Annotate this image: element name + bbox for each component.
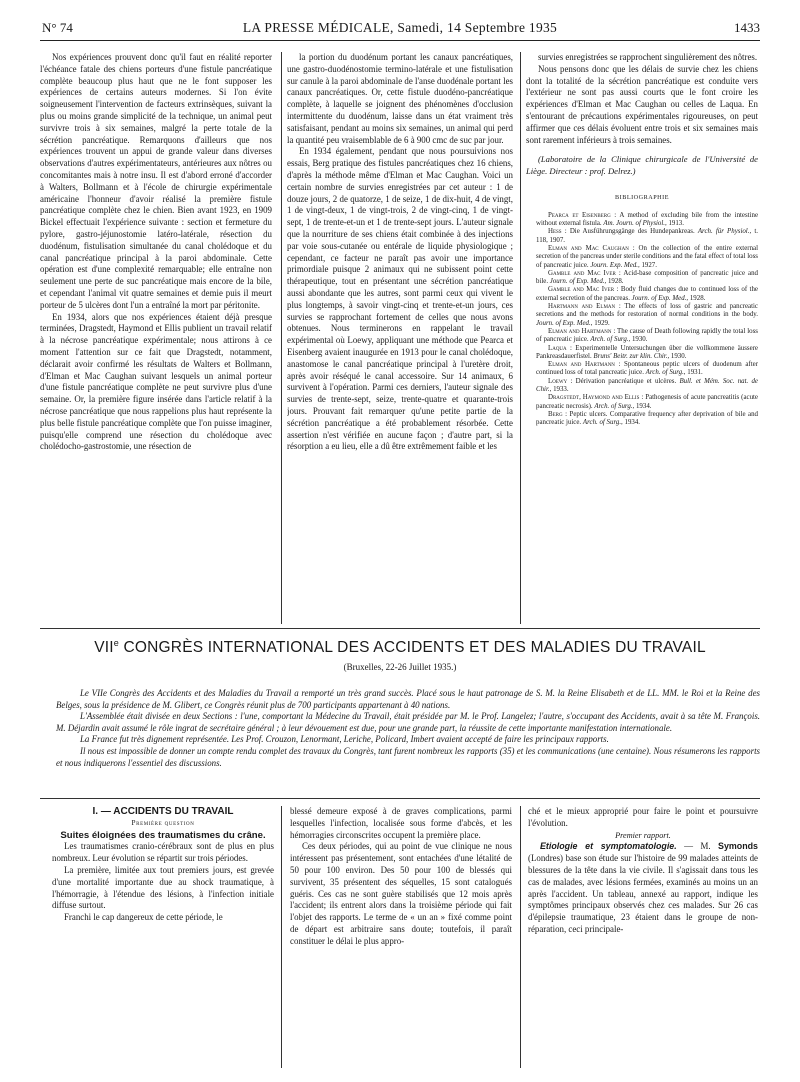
- header-rule: [40, 40, 760, 41]
- bibliography-journal: Journ. of Exp. Med.,: [549, 278, 607, 286]
- column-rule: [281, 52, 282, 624]
- bottom-column-1: [52, 806, 274, 1068]
- bibliography-text: Peptic ulcers. Comparative frequency after deprivation of bile and pancreatic juice.: [536, 410, 758, 427]
- paragraph: la portion du duodénum portant les canaux pancréatiques, une gastro-duodénostomie terminо-latérale et une fistulisation sur canule à la paroi abdominale de l'anse duodénale portant les canaux pancréatiques. Or, cette fistule duodéno-pancréatique complète, à laquelle se joignent des phénomènes d'occlusion intermittente du duodénum, laisse dans un état vraiment très satisfaisant, pendant au moins six semaines, un animal qui perd la quantité peu vraisemblable de 6 à 900 cmc de suc par jour.: [287, 52, 513, 145]
- bibliography-text: Die Ausführungsgänge des Hundepankreas.: [569, 228, 695, 236]
- bibliography-author: Laqua :: [548, 344, 572, 352]
- section-rule: [40, 798, 760, 799]
- issue-number: N° 74: [42, 20, 73, 35]
- intro-paragraph: L'Assemblée était divisée en deux Sections : l'une, comportant la Médecine du Travail, était présidée par M. le Prof. Langelez; l'autre, s'occupant des Accidents, avait à sa tête M. François. M. Déjardin avait assumé le rôle ingrat de secrétaire général ; à leur dévouement est due, pour une grande part, la réussite de cette importante manifestation internationale.: [56, 711, 760, 733]
- bibliography-text: The cause of Death following rapidly the total loss of pancreatic juice.: [536, 327, 758, 344]
- bibliography-journal: Bull. et Mém. Soc. nat. de Chir.,: [536, 377, 758, 393]
- bibliography-entry: [526, 361, 758, 378]
- bibliography-ref: 1928.: [607, 278, 624, 286]
- bibliography-author: Elman and Hartmann :: [548, 327, 616, 335]
- column-rule: [281, 806, 282, 1068]
- paragraph: Nos expériences prouvent donc qu'il faut en réalité reporter l'échéance fatale des chiens porteurs d'une fistule pancréatique complète beaucoup plus haut que ne le font supposer les expériences de certains auteurs modernes. Si l'on évite soigneusement l'intervention de facteurs extrinsèques, suivant la plus ou moins grande simplicité de la technique, un animal peut survivre trois à six semaines, malgré la perte totale de la sécrétion pancréatique. Remarquons d'ailleurs que nos expériences trouvent un appui de grande valeur dans diverses observations d'autres expérimentateurs, antérieures aux nôtres ou concomitantes mais à notre insu. Il est d'abord erroné d'accorder à Walters, Bollmann et à l'école de chirurgie expérimentale américaine l'honneur d'avoir réalisé la première fistule pancréatique complète chez le chien. Bien avant 1923, en 1909 Bickel effectuait l'expérience suivante : section et fermeture du pylore, gastro-jéjunostomie latéro-latérale, résection du duodénum, fistulisation simultanée du canal cholédoque et du canal pancréatique principal à la paroi abdominale. Cette opération est d'une complexité remarquable; elle entraîne non seulement une perte de suc pancréatique mais encore de la bile, et cependant l'animal vit quatre semaines et demie puis il meurt porteur de 5 ulcères dont l'un a entraîné la mort par péritonite.: [40, 52, 272, 310]
- bibliography-author: Loewy :: [548, 377, 573, 385]
- bibliography-entry: [526, 286, 758, 303]
- congress-title-text: CONGRÈS INTERNATIONAL DES ACCIDENTS ET DES MALADIES DU TRAVAIL: [123, 639, 706, 657]
- bibliography-ref: 1934.: [624, 419, 641, 427]
- intro-paragraph: La France fut très dignement représentée. Les Prof. Crouzon, Lenormant, Leriche, Policard, Imbert avaient accepté de faire les principaux rapports.: [80, 734, 609, 745]
- paragraph: ché et le mieux approprié pour faire le point et poursuivre l'évolution.: [528, 806, 758, 828]
- bottom-column-3: [528, 806, 758, 1068]
- paragraph: Franchi le cap dangereux de cette période, le: [64, 912, 223, 923]
- bibliography-author: Hartmann and Elman :: [548, 303, 621, 311]
- bibliography-ref: t. 118, 1907.: [536, 228, 758, 244]
- bibliography-text: Acid-base composition of pancreatic juice and bile.: [536, 269, 758, 286]
- bibliography-journal: Arch. of Surg.,: [645, 369, 686, 377]
- bibliography-author: Elman and Mac Caughan :: [548, 244, 635, 252]
- congress-numeral-suffix: e: [113, 638, 119, 648]
- top-column-3: [526, 52, 758, 624]
- bibliography-author: Pearca et Eisenberg :: [548, 211, 617, 219]
- paragraph: Ces deux périodes, qui au point de vue clinique ne nous intéressent pas présentement, sont entachées d'une létalité de 50 pour 100 environ. Des 50 pour 100 de blessés qui survivent, 35 présentent des séquelles, 15 sont catalogués guéris. Ces cas ne sont guère stabilisés que 12 mois après l'accident; ils entrent alors dans la troisième période qui fait l'objet des rapports. Le terme de « un an » fixé comme point de départ est arbitraire sans doute; toutefois, il paraît constituer le délai le plus appro-: [290, 841, 512, 946]
- bibliography-text: Spontaneous peptic ulcers of duodenum after continued loss of total pancreatic juice.: [536, 361, 758, 377]
- question-label: Première question: [131, 818, 195, 827]
- congress-intro: [56, 688, 760, 769]
- paragraph: survies enregistrées se rapprochent singulièrement des nôtres.: [538, 52, 758, 62]
- congress-subtitle: (Bruxelles, 22-26 Juillet 1935.): [343, 662, 457, 672]
- bibliography-entry: [526, 303, 758, 328]
- bibliography-ref: 1913.: [668, 220, 684, 228]
- subject-title: Suites éloignées des traumatismes du crâne.: [60, 829, 266, 841]
- column-rule: [520, 52, 521, 624]
- paragraph: En 1934, alors que nos expériences étaient déjà presque terminées, Dragstedt, Haymond et Ellis publient un travail relatif à la nécrose pancréatique expérimentale; nous attirons à ce moment l'attention sur ce fait que Dragstedt, notamment, déclarait avoir confirmé les résultats de Walters et Bollmann, d'Elman et Mac Caughan suivant lesquels un animal porteur d'une fistule pancréatique complète ne peut survivre plus d'une semaine. Or, la première figure insérée dans l'article relatif à la nécrose pancréatique que nous rappelions plus haut représente la plus belle fistule pancréatique complète que l'on puisse imaginer, puisqu'elle comprend une résection du cholédoque avec cholédocho-gastrostomie, une résection de: [40, 311, 272, 452]
- intro-paragraph: Il nous est impossible de donner un compte rendu complet des travaux du Congrès, tant furent nombreux les rapports (35) et les communications (une centaine). Nous résumerons les rapports et nous indiquerons l'essentiel des discussions.: [56, 745, 760, 768]
- bibliography-entry: [526, 270, 758, 287]
- bibliography-journal: Journ. Exp. Med.,: [590, 261, 640, 269]
- bibliography-ref: 1928.: [689, 294, 706, 302]
- bottom-column-2: [290, 806, 512, 1068]
- etiology-author: Symonds: [718, 841, 758, 852]
- bibliography-text: On the collection of the entire external secretion of the pancreas under sterile conditions and the fatal effect of total loss of pancreatic juice.: [536, 244, 758, 269]
- bibliography-entry: [526, 378, 758, 395]
- bibliography-author: Berg :: [548, 410, 568, 418]
- bibliography-entry: [526, 411, 758, 428]
- bibliography-ref: 1929.: [594, 319, 610, 327]
- intro-paragraph: Le VIIe Congrès des Accidents et des Maladies du Travail a remporté un très grand succès. Placé sous le haut patronage de S. M. la Reine Elisabeth et de LL. MM. le Roi et la Reine des Belges, sous la présidence de M. Glibert, ce Congrès réunit plus de 700 participants appartenant à 40 nations.: [56, 688, 760, 710]
- bibliography-journal: Journ. of Exp. Med.,: [536, 319, 593, 327]
- paragraph: La première, limitée aux tout premiers jours, est grevée d'une mortalité importante due au shock traumatique, à l'hémorragie, à l'étendue des lésions, à l'infection initiale diffuse surtout.: [52, 864, 274, 911]
- bibliography-entry: [526, 394, 758, 411]
- etiology-lead: Etiologie et symptomatologie.: [540, 841, 677, 852]
- bibliography-ref: 1931.: [687, 369, 703, 377]
- bibliography-entry: [526, 212, 758, 229]
- section-heading: I. — ACCIDENTS DU TRAVAIL: [92, 806, 234, 817]
- top-column-2: [287, 52, 513, 624]
- bibliography-text: Body fluid changes due to continued loss of the external secretion of the pancreas.: [536, 286, 758, 302]
- bibliography-journal: Journ. of Exp. Med.,: [631, 294, 689, 302]
- bibliography-journal: Arch. of Surg.,: [590, 336, 631, 344]
- congress-title: [40, 638, 760, 657]
- top-column-1: [40, 52, 272, 624]
- paragraph: Nous pensons donc que les délais de survie chez les chiens dont la totalité de la sécrétion pancréatique est conduite vers l'extérieur ne sont pas aussi courts que le font croire les expériences d'Elman et Mac Caughan ou celles de Laqua. En s'entourant de précautions expérimentales rigoureuses, on peut affirmer que ces délais évoluent entre trois et six semaines mais sont rarement inférieurs à trois semaines.: [526, 63, 758, 145]
- bibliography-entry: [526, 345, 758, 362]
- column-rule: [520, 806, 521, 1068]
- bibliography-ref: 1934.: [635, 402, 652, 410]
- journal-title: LA PRESSE MÉDICALE, Samedi, 14 Septembre 1935: [242, 20, 558, 35]
- page-number: 1433: [734, 20, 760, 35]
- bibliography-text: Pathogenesis of acute pancreatitis (acute pancreatic necrosis).: [536, 394, 758, 410]
- congress-numeral: VII: [94, 639, 114, 657]
- bibliography-journal: Arch. of Surg.,: [582, 419, 623, 427]
- bibliography-journal: Arch. of Surg.,: [594, 402, 635, 410]
- etiology-dash: — M.: [676, 841, 719, 852]
- bibliography-author: Hess :: [548, 228, 567, 236]
- bibliography-ref: 1930.: [670, 352, 687, 360]
- bibliography-text: The effects of loss of gastric and pancreatic secretions and the methods for restoration of normal conditions in the body.: [536, 303, 758, 319]
- bibliography-ref: 1933.: [553, 386, 569, 393]
- rapport-label: Premier rapport.: [615, 830, 671, 840]
- bibliography-journal: Bruns' Beitr. zur klin. Chir.,: [593, 352, 670, 360]
- bibliography-entry: [526, 245, 758, 270]
- bibliography-text: Dérivation pancréatique et ulcères.: [575, 377, 677, 385]
- running-header: [40, 20, 760, 38]
- bibliography-text: A method of excluding bile from the intestine without external fistula.: [536, 211, 758, 228]
- bibliography-author: Elman and Hartmann :: [548, 361, 621, 369]
- bibliography-journal: Am. Journ. of Physiol.,: [603, 220, 667, 228]
- bibliography-entry: [526, 328, 758, 345]
- bibliography-entry: [526, 228, 758, 245]
- bibliography-ref: 1930.: [631, 336, 648, 344]
- bibliography-author: Gamble and Mac Iver :: [548, 286, 619, 294]
- bibliography-text: Experimentelle Untersuchungen über die vollkommene äussere Pankreasdauerfistel.: [536, 344, 758, 360]
- affiliation: (Laboratoire de la Clinique chirurgicale de l'Université de Liège. Directeur : prof. Delrez.): [526, 154, 758, 177]
- paragraph: Les traumatismes cranio-cérébraux sont de plus en plus nombreux. Leur évolution se répartit sur trois périodes.: [52, 841, 274, 864]
- bibliography-author: Dragstedt, Haymond and Ellis :: [548, 394, 644, 402]
- paragraph: En 1934 également, pendant que nous poursuivions nos essais, Berg pratique des fistules pancréatiques chez 16 chiens, d'après la méthode même d'Elman et Mac Caughan. Voici un certain nombre de survies enregistrées par cet auteur : 1 de douze jours, 2 de quatorze, 1 de seize, 1 de dix-huit, 4 de vingt, 1 de vingt-deux, 1 de vingt-trois, 2 de vingt-cinq, 1 de vingt-sept, 1 de trente-et-un et 1 de trente-sept jours. L'auteur signale que la nourriture de ses chiens était combinée à des injections par voie sous-cutanée ou entérale de liquide physiologique ; cependant, ce facteur ne paraît pas avoir une importance primordiale puisque 2 animaux qui ne subissent point cette thérapeutique, tout en présentant une sécrétion pancréatique aussi abondante que les autres, sont parmi ceux qui vivent le plus longtemps, à savoir vingt-cinq et trente-et-un jours, ces survies se rapprochant fortement de celles que nous avons obtenues. Nous terminerons en rappelant le travail expérimental où Loewy, appliquant une méthode que Pearca et Eisenberg avaient inaugurée en 1913 pour le canal cholédoque, anastomose le canal pancréatique principal à l'uretère droit, après avoir réséqué le canal accessoire. Sur 14 animaux, 6 survivent à l'opération. Parmi ces derniers, l'auteur signale des survies de trente-sept, seize, trente-quatre et quarante-trois jours. Prouvant fait remarquer qu'une petite partie de la sécrétion pancréatique a été probablement résorbée. Cette assertion n'est vérifiée en aucune façon ; d'autre part, si la résorption a eu lieu, elle a dû être extrêmement faible et les: [287, 146, 513, 452]
- bibliography-ref: 1927.: [641, 261, 657, 269]
- paragraph: blessé demeure exposé à de graves complications, parmi lesquelles l'infection, localisée sous forme d'abcès, et les hémorragies circonscrites occupent la première place.: [290, 806, 512, 840]
- etiology-text: (Londres) base son étude sur l'histoire de 99 malades atteints de blessures de la tête dans la vie civile. Il s'agissait dans tous les cas de malades, avec lésions fermées, examinés au moins un an après l'accident. Un tableau, annexé au rapport, indique les symptômes principaux observés chez ces malades. Sur 26 cas d'épilepsie traumatique, 23 étaient dans le groupe de non-réparation, ceci principale-: [528, 853, 758, 934]
- bibliography-author: Gamble and Mac Iver :: [548, 269, 621, 277]
- bibliography-title: BIBLIOGRAPHIE: [615, 193, 669, 201]
- etiology-paragraph: [528, 841, 758, 935]
- bibliography-list: [526, 212, 758, 428]
- bibliography-journal: Arch. für Physiol.,: [697, 228, 752, 236]
- section-rule: [40, 628, 760, 629]
